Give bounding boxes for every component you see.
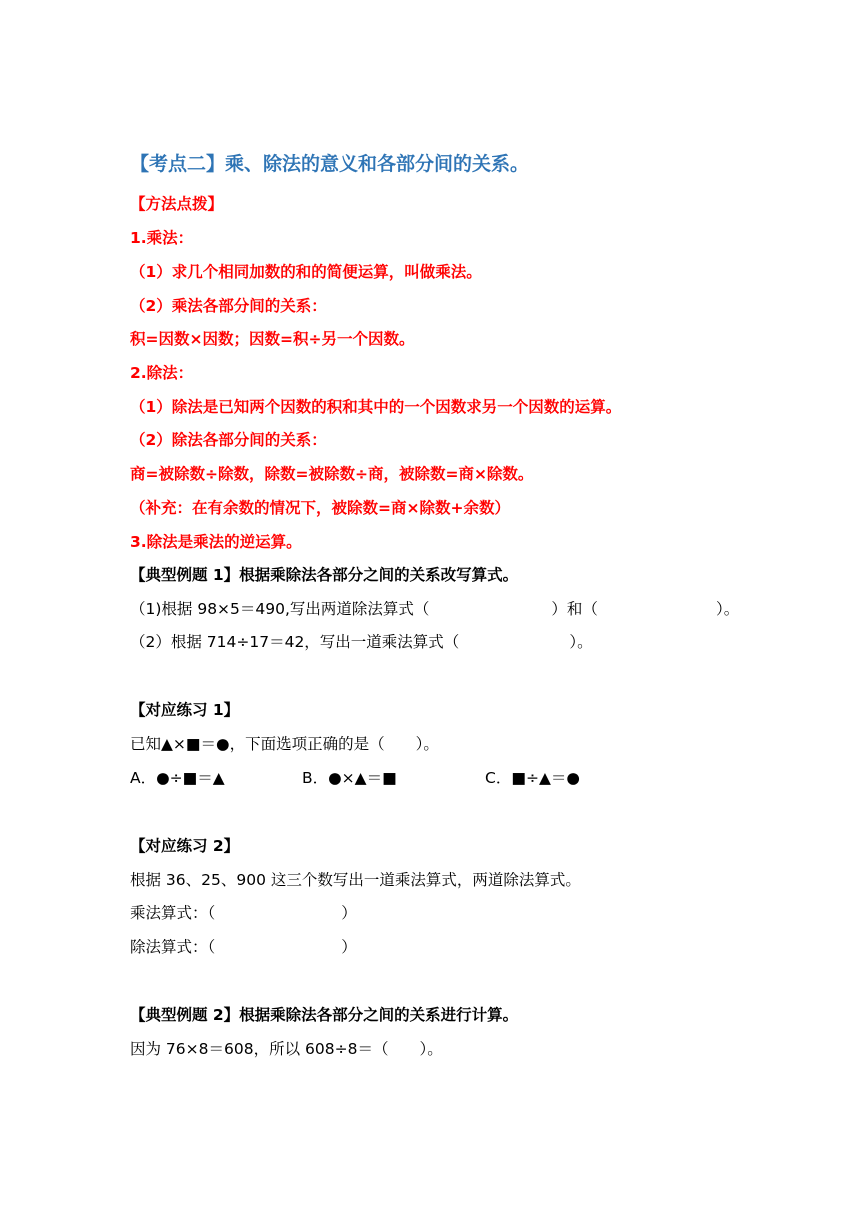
div-answer-line <box>130 935 357 957</box>
q1-part-a: （1)根据 98×5＝490,写出两道除法算式（ <box>130 600 430 618</box>
q2-part-a: （2）根据 714÷17＝42，写出一道乘法算式（ <box>130 633 460 651</box>
practice2-title: 【对应练习 2】 <box>130 837 240 855</box>
q2-part-b: ）。 <box>569 633 593 651</box>
div-close: ） <box>341 938 357 956</box>
practice1-option-b[interactable]: B．●×▲＝■ <box>302 769 397 787</box>
method-line-6: （1）除法是已知两个因数的积和其中的一个因数求另一个因数的运算。 <box>130 398 622 416</box>
method-line-4: 积=因数×因数；因数=积÷另一个因数。 <box>130 330 415 348</box>
method-line-9: （补充：在有余数的情况下，被除数=商×除数+余数） <box>130 499 510 517</box>
practice1-option-a[interactable]: A．●÷■＝▲ <box>130 769 225 787</box>
practice1-option-c[interactable]: C．■÷▲＝● <box>485 769 580 787</box>
example1-title: 【典型例题 1】根据乘除法各部分之间的关系改写算式。 <box>130 566 519 584</box>
mult-label: 乘法算式：（ <box>130 904 216 922</box>
example1-question-2 <box>130 630 593 652</box>
q1-part-c: ）。 <box>715 600 740 618</box>
method-line-10: 3.除法是乘法的逆运算。 <box>130 533 302 551</box>
method-line-5: 2.除法： <box>130 364 194 382</box>
method-title: 【方法点拨】 <box>130 195 224 213</box>
method-line-1: 1.乘法： <box>130 229 194 247</box>
q1-part-b: ）和（ <box>551 600 598 618</box>
section-title: 【考点二】乘、除法的意义和各部分间的关系。 <box>130 153 530 175</box>
method-line-8: 商=被除数÷除数，除数=被除数÷商，被除数=商×除数。 <box>130 465 534 483</box>
mult-answer-line <box>130 901 357 923</box>
example1-question-1 <box>130 597 739 619</box>
practice1-title: 【对应练习 1】 <box>130 701 240 719</box>
example2-question: 因为 76×8＝608，所以 608÷8＝（ ）。 <box>130 1040 443 1058</box>
example2-title: 【典型例题 2】根据乘除法各部分之间的关系进行计算。 <box>130 1006 519 1024</box>
method-line-7: （2）除法各部分间的关系： <box>130 431 327 449</box>
practice1-question: 已知▲×■＝●，下面选项正确的是（ ）。 <box>130 735 439 753</box>
method-line-2: （1）求几个相同加数的和的简便运算，叫做乘法。 <box>130 263 482 281</box>
method-line-3: （2）乘法各部分间的关系： <box>130 297 327 315</box>
practice2-question: 根据 36、25、900 这三个数写出一道乘法算式，两道除法算式。 <box>130 871 581 889</box>
div-label: 除法算式：（ <box>130 938 216 956</box>
mult-close: ） <box>341 904 357 922</box>
